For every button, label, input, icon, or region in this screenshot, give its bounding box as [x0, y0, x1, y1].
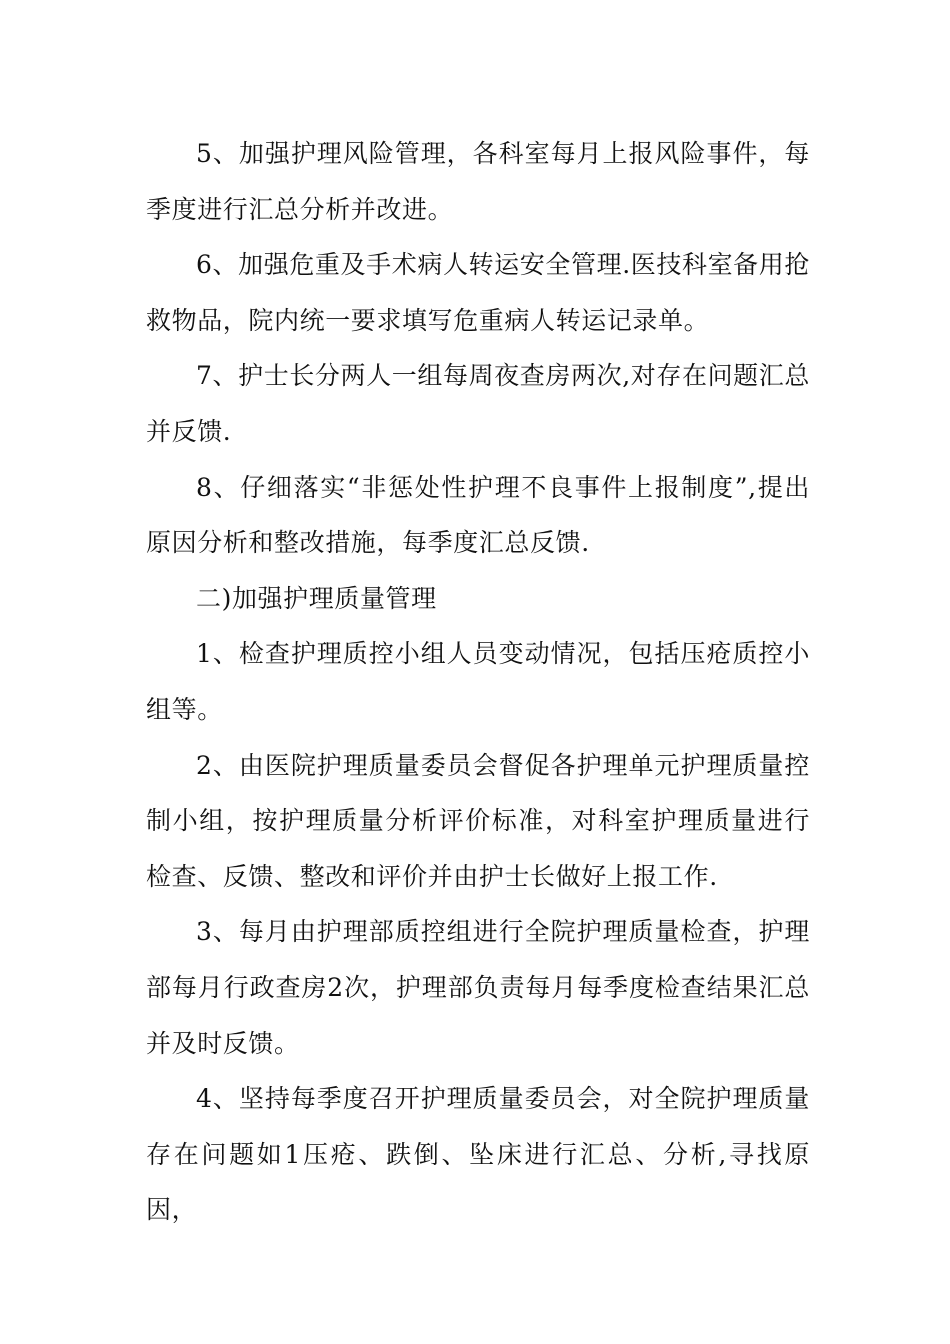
paragraph-night-rounds: 7、护士长分两人一组每周夜查房两次,对存在问题汇总并反馈. [146, 361, 810, 446]
paragraph-risk-management: 5、加强护理风险管理，各科室每月上报风险事件，每季度进行汇总分析并改进。 [146, 139, 810, 224]
paragraph-monthly-inspection: 3、每月由护理部质控组进行全院护理质量检查，护理部每月行政查房2次，护理部负责每月每季度检查结果汇总并及时反馈。 [146, 917, 810, 1058]
paragraph-adverse-events: 8、仔细落实“非惩处性护理不良事件上报制度”,提出原因分析和整改措施，每季度汇总反馈. [146, 472, 810, 558]
paragraph-quality-committee: 2、由医院护理质量委员会督促各护理单元护理质量控制小组，按护理质量分析评价标准，对科室护理质量进行检查、反馈、整改和评价并由护士长做好上报工作. [146, 750, 810, 891]
paragraph-qc-group-check: 1、检查护理质控小组人员变动情况，包括压疮质控小组等。 [146, 639, 810, 724]
paragraph-transfer-safety: 6、加强危重及手术病人转运安全管理.医技科室备用抢救物品，院内统一要求填写危重病人转运记录单。 [146, 250, 810, 335]
document-body [146, 126, 810, 1238]
paragraph-quarterly-meeting: 4、坚持每季度召开护理质量委员会，对全院护理质量存在问题如1压疮、跌倒、坠床进行汇总、分析,寻找原因， [146, 1084, 810, 1225]
section-heading-quality-management: 二)加强护理质量管理 [196, 583, 437, 613]
